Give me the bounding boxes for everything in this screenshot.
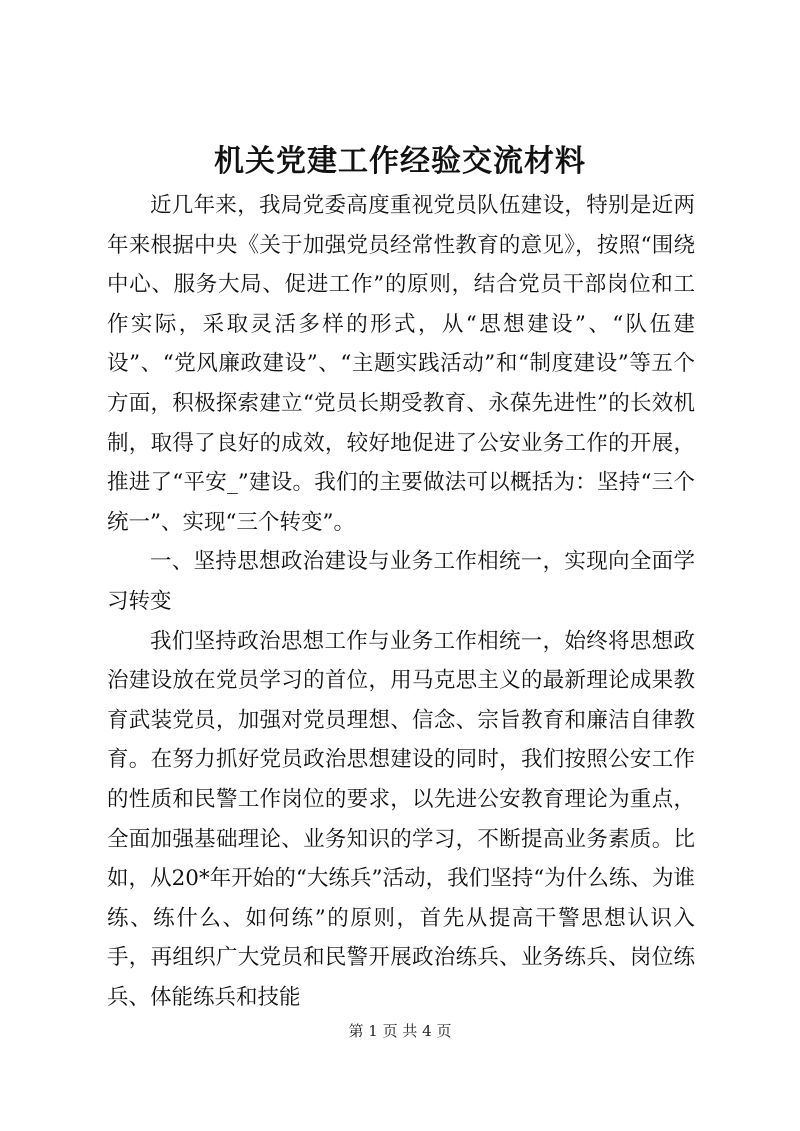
- section-1-paragraph: 我们坚持政治思想工作与业务工作相统一，始终将思想政治建设放在党员学习的首位，用马克思主义的最新理论成果教育武装党员，加强对党员理想、信念、宗旨教育和廉洁自律教育。在努力抓好党员政治思想建设的同时，我们按照公安工作的性质和民警工作岗位的要求，以先进公安教育理论为重点，全面加强基础理论、业务知识的学习，不断提高业务素质。比如，从20*年开始的“大练兵”活动，我们坚持“为什么练、为谁练、练什么、如何练”的原则，首先从提高干警思想认识入手，再组织广大党员和民警开展政治练兵、业务练兵、岗位练兵、体能练兵和技能: [107, 628, 695, 1010]
- document-body: [107, 186, 695, 1017]
- page-footer: 第 1 页 共 4 页: [348, 1022, 452, 1040]
- document-title: 机关党建工作经验交流材料: [214, 144, 586, 179]
- section-heading-1: 一、坚持思想政治建设与业务工作相统一，实现向全面学习转变: [107, 549, 695, 614]
- intro-paragraph: 近几年来，我局党委高度重视党员队伍建设，特别是近两年来根据中央《关于加强党员经常性教育的意见》，按照“围绕中心、服务大局、促进工作”的原则，结合党员干部岗位和工作实际，采取灵活多样的形式，从“思想建设”、“队伍建设”、“党风廉政建设”、“主题实践活动”和“制度建设”等五个方面，积极探索建立“党员长期受教育、永葆先进性”的长效机制，取得了良好的成效，较好地促进了公安业务工作的开展，推进了“平安_”建设。我们的主要做法可以概括为：坚持“三个统一”、实现“三个转变”。: [107, 193, 695, 535]
